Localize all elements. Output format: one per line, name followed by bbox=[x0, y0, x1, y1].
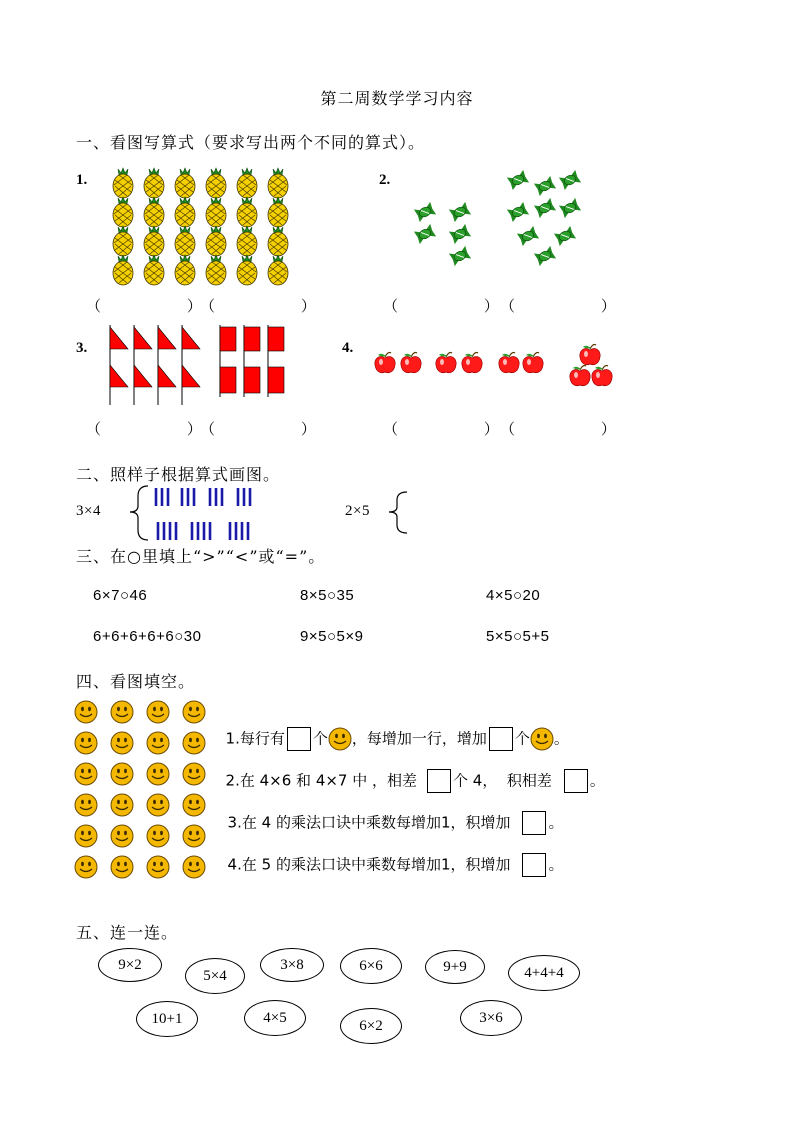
left-brace-icon bbox=[130, 486, 148, 540]
section-3-heading: 三、在○里填上“>”“<”或“=”。 bbox=[76, 547, 326, 566]
answer-box[interactable] bbox=[287, 727, 311, 751]
pineapple-icon bbox=[113, 168, 288, 198]
question-2-text-c: 。 bbox=[589, 771, 605, 790]
section-4-heading: 四、看图填空。 bbox=[76, 672, 196, 691]
question-4 bbox=[218, 835, 564, 877]
match-oval[interactable]: 4×5 bbox=[244, 1000, 306, 1036]
square-flag-icon bbox=[220, 325, 236, 397]
question-1-text-e: 。 bbox=[553, 729, 569, 748]
smiley-grid bbox=[74, 700, 214, 882]
answer-box[interactable] bbox=[427, 769, 451, 793]
match-oval[interactable]: 6×6 bbox=[340, 948, 402, 984]
flags-figure bbox=[108, 325, 288, 410]
answer-paren-4a[interactable]: （ ） bbox=[383, 420, 499, 438]
problem-1-number: 1. bbox=[76, 172, 88, 188]
example-tally-drawing bbox=[126, 484, 266, 544]
apple-groups bbox=[375, 345, 620, 390]
problem-2-number: 2. bbox=[379, 172, 391, 188]
section-1-heading: 一、看图写算式（要求写出两个不同的算式）。 bbox=[76, 133, 426, 152]
smiley-icon bbox=[530, 727, 554, 751]
page-title: 第二周数学学习内容 bbox=[320, 89, 474, 108]
question-2-text-a: 2.在 4×6 和 4×7 中 ，相差 bbox=[225, 771, 418, 790]
question-2-text-b: 个 4， 积相差 bbox=[453, 771, 552, 790]
answer-box[interactable] bbox=[522, 811, 546, 835]
match-oval[interactable]: 10+1 bbox=[136, 1001, 198, 1037]
section-2-heading: 二、照样子根据算式画图。 bbox=[76, 465, 281, 484]
match-oval[interactable]: 9×2 bbox=[98, 948, 162, 982]
compare-item[interactable]: 5×5○5+5 bbox=[486, 628, 550, 645]
exercise-expression: 2×5 bbox=[345, 503, 370, 519]
answer-paren-4b[interactable]: （ ） bbox=[500, 420, 616, 438]
tally-marks bbox=[156, 488, 250, 540]
question-3-text-b: 。 bbox=[548, 813, 564, 832]
question-4-text-b: 。 bbox=[548, 855, 564, 874]
match-oval[interactable]: 3×8 bbox=[260, 948, 324, 982]
question-4-text-a: 4.在 5 的乘法口诀中乘数每增加1，积增加 bbox=[227, 855, 511, 874]
smiley-icon bbox=[328, 727, 352, 751]
match-oval[interactable]: 3×6 bbox=[460, 1000, 522, 1036]
triangle-flag-icon bbox=[110, 325, 128, 405]
problem-3-number: 3. bbox=[76, 340, 88, 356]
compare-item[interactable]: 6+6+6+6+6○30 bbox=[93, 628, 202, 645]
candy-groups bbox=[410, 170, 590, 265]
compare-item[interactable]: 4×5○20 bbox=[486, 587, 541, 604]
answer-paren-1b[interactable]: （ ） bbox=[200, 297, 316, 315]
answer-paren-3a[interactable]: （ ） bbox=[86, 420, 202, 438]
question-3 bbox=[218, 793, 564, 835]
question-3-text-a: 3.在 4 的乘法口诀中乘数每增加1，积增加 bbox=[227, 813, 511, 832]
match-oval[interactable]: 4+4+4 bbox=[508, 955, 580, 991]
problem-4-number: 4. bbox=[342, 340, 354, 356]
example-expression: 3×4 bbox=[76, 503, 101, 519]
pineapple-grid bbox=[112, 166, 294, 286]
question-2 bbox=[216, 751, 605, 793]
candy-icon bbox=[414, 202, 436, 222]
answer-paren-2a[interactable]: （ ） bbox=[383, 297, 499, 315]
compare-item[interactable]: 6×7○46 bbox=[93, 587, 148, 604]
answer-box[interactable] bbox=[489, 727, 513, 751]
question-1-text-b: 个 bbox=[312, 729, 328, 748]
match-oval[interactable]: 5×4 bbox=[185, 958, 245, 994]
question-1 bbox=[216, 709, 569, 751]
answer-box[interactable] bbox=[564, 769, 588, 793]
section-5-heading: 五、连一连。 bbox=[76, 923, 179, 942]
match-oval[interactable]: 9+9 bbox=[425, 950, 485, 984]
answer-paren-1a[interactable]: （ ） bbox=[86, 297, 202, 315]
compare-item[interactable]: 8×5○35 bbox=[300, 587, 355, 604]
smiley-icon bbox=[75, 701, 97, 723]
question-1-text-d: 个 bbox=[514, 729, 530, 748]
match-oval[interactable]: 6×2 bbox=[340, 1008, 402, 1044]
right-brace-icon bbox=[385, 490, 415, 536]
question-1-text-c: ，每增加一行，增加 bbox=[351, 729, 487, 748]
compare-item[interactable]: 9×5○5×9 bbox=[300, 628, 364, 645]
apple-icon bbox=[375, 353, 395, 373]
question-1-text-a: 1.每行有 bbox=[225, 729, 285, 748]
answer-paren-2b[interactable]: （ ） bbox=[500, 297, 616, 315]
answer-box[interactable] bbox=[522, 853, 546, 877]
answer-paren-3b[interactable]: （ ） bbox=[200, 420, 316, 438]
